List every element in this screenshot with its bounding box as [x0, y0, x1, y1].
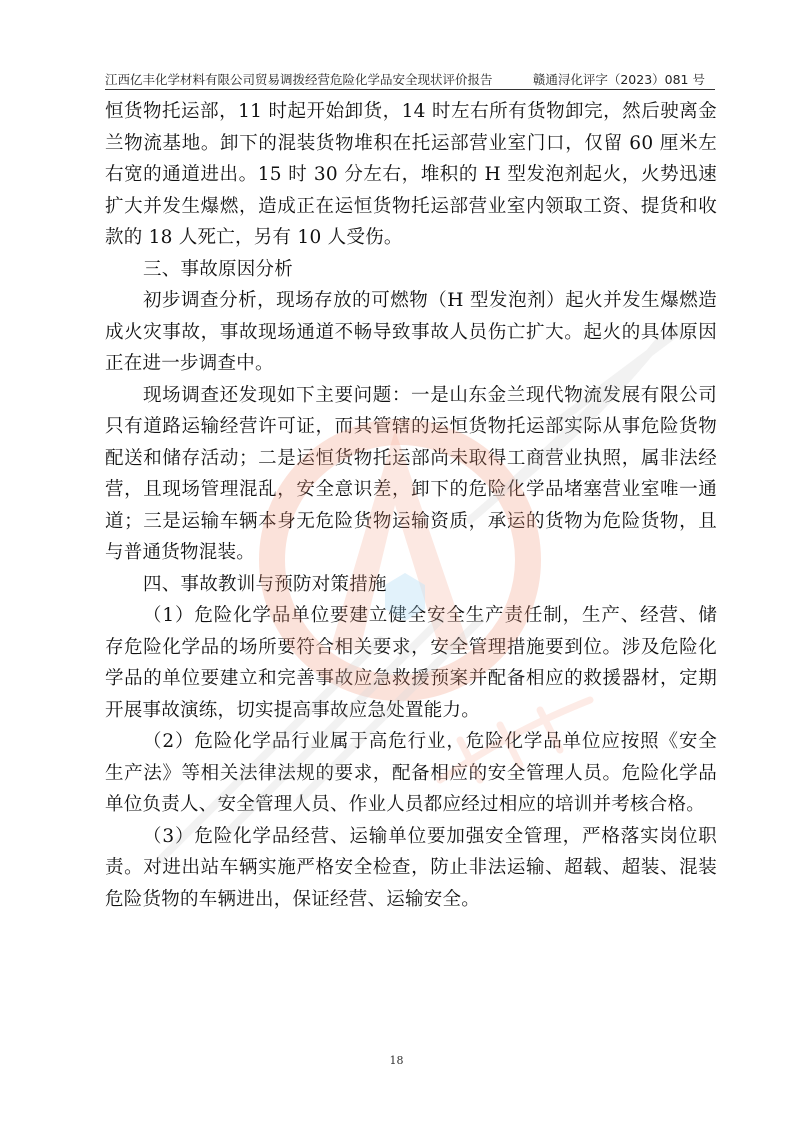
paragraph-measure-1: （1）危险化学品单位要建立健全安全生产责任制，生产、经营、储存危险化学品的场所要符合相关要求，安全管理措施要到位。涉及危险化学品的单位要建立和完善事故应急救援预案并配备相应的救援器材，定期开展事故演练，切实提高事故应急处置能力。	[105, 605, 717, 721]
paragraph-preliminary-investigation: 初步调查分析，现场存放的可燃物（H 型发泡剂）起火并发生爆燃造成火灾事故，事故现场通道不畅导致事故人员伤亡扩大。起火的具体原因正在进一步调查中。	[105, 290, 717, 374]
section-heading-lessons-measures: 四、事故教训与预防对策措施	[143, 573, 387, 595]
page-header	[105, 66, 705, 88]
paragraph-accident-description: 恒货物托运部，11 时起开始卸货，14 时左右所有货物卸完，然后驶离金兰物流基地。卸下的混装货物堆积在托运部营业室门口，仅留 60 厘米左右宽的通道进出。15 时 30 分左右，堆积的 H 型发泡剂起火，火势迅速扩大并发生爆燃，造成正在运恒货物托运部营业室内领取工资、提货和收款的 18 人死亡，另有 10 人受伤。	[105, 101, 717, 248]
paragraph-measure-3: （3）危险化学品经营、运输单位要加强安全管理，严格落实岗位职责。对进出站车辆实施严格安全检查，防止非法运输、超载、超装、混装危险货物的车辆进出，保证经营、运输安全。	[105, 825, 717, 910]
paragraph-measure-2: （2）危险化学品行业属于高危行业，危险化学品单位应按照《安全生产法》等相关法律法规的要求，配备相应的安全管理人员。危险化学品单位负责人、安全管理人员、作业人员都应经过相应的培训并考核合格。	[105, 731, 717, 815]
section-heading-cause-analysis: 三、事故原因分析	[143, 258, 294, 280]
page-number: 18	[389, 1054, 404, 1067]
header-report-title: 江西亿丰化学材料有限公司贸易调拨经营危险化学品安全现状评价报告	[105, 72, 493, 87]
header-report-number: 赣通浔化评字（2023）081 号	[532, 72, 705, 87]
paragraph-main-problems: 现场调查还发现如下主要问题：一是山东金兰现代物流发展有限公司只有道路运输经营许可证，而其管辖的运恒货物托运部实际从事危险货物配送和储存活动；二是运恒货物托运部尚未取得工商营业执照，属非法经营，且现场管理混乱，安全意识差，卸下的危险化学品堵塞营业室唯一通道；三是运输车辆本身无危险货物运输资质，承运的货物为危险货物，且与普通货物混装。	[105, 384, 717, 563]
header-divider	[105, 89, 715, 90]
document-body	[105, 96, 717, 915]
